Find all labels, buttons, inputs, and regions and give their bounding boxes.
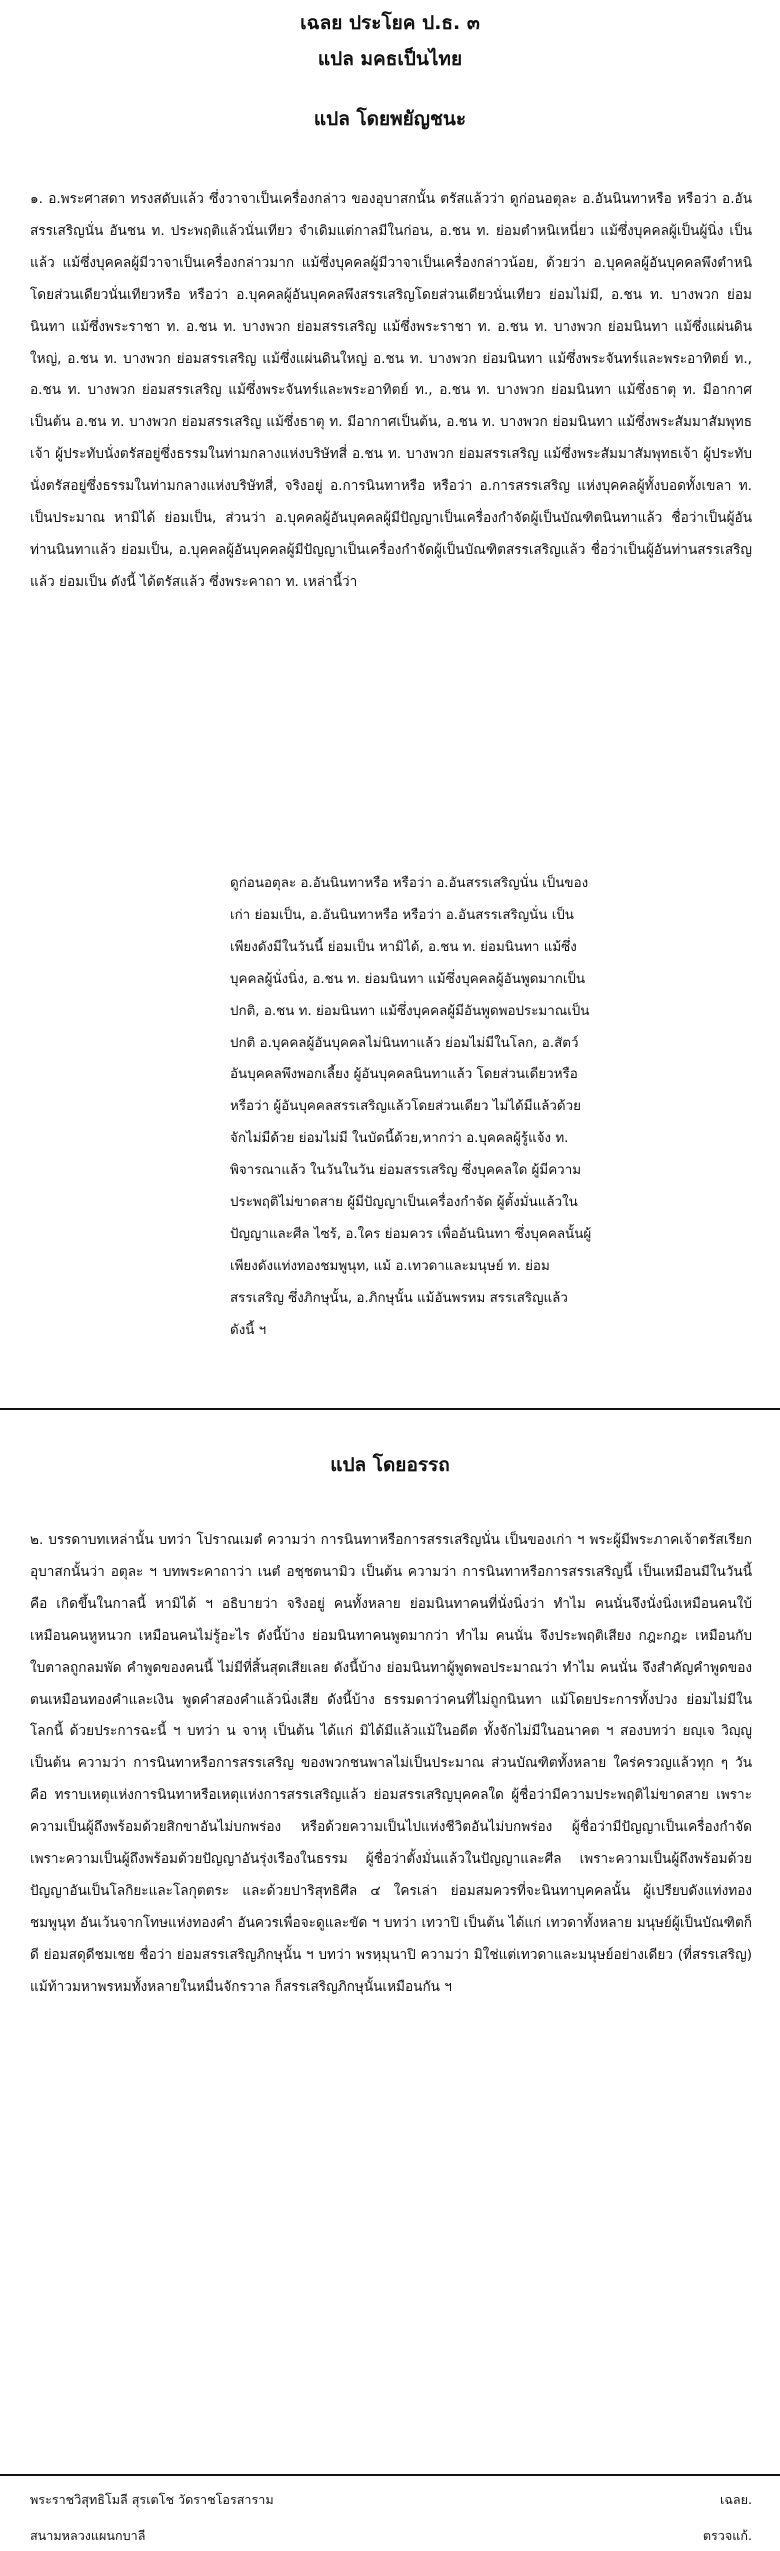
footer-office: สนามหลวงแผนกบาลี (30, 2528, 146, 2543)
footer-answer-label: เฉลย. (720, 2492, 752, 2507)
verse-translation: ดูก่อนอตุละ อ.อันนินทาหรือ หรือว่า อ.อันสรรเสริญนั่น เป็นของเก่า ย่อมเป็น, อ.อันนินทาหรือ หรือว่า อ.อันสรรเสริญนั่น เป็นเพียงดังมีในวันนี้ ย่อมเป็น หามิได้, อ.ชน ท. ย่อมนินทา แม้ซึ่งบุคคลผู้นั่งนิ่ง, อ.ชน ท. ย่อมนินทา แม้ซึ่งบุคคลผู้อันพูดมากเป็นปกติ, อ.ชน ท. ย่อมนินทา แม้ซึ่งบุคคลผู้มีอันพูดพอประมาณเป็นปกติ อ.บุคคลผู้อันบุคคลไม่นินทาแล้ว ย่อมไม่มีในโลก, อ.สัตว์อันบุคคลพึงพอกเลี้ยง ผู้อันบุคคลนินทาแล้ว โดยส่วนเดียวหรือ หรือว่า ผู้อันบุคคลสรรเสริญแล้วโดยส่วนเดียว ไม่ได้มีแล้วด้วย จักไม่มีด้วย ย่อมไม่มี ในบัดนี้ด้วย,หากว่า อ.บุคคลผู้รู้แจ้ง ท. พิจารณาแล้ว ในวันในวัน ย่อมสรรเสริญ ซึ่งบุคคลใด ผู้มีความประพฤติไม่ขาดสาย ผู้มีปัญญาเป็นเครื่องกำจัด ผู้ตั้งมั่นแล้วในปัญญาและศีล ไซร้, อ.ใคร ย่อมควร เพื่ออันนินทา ซึ่งบุคคลนั้นผู้เพียงดังแท่งทองชมพูนุท, แม้ อ.เทวดาและมนุษย์ ท. ย่อมสรรเสริญ ซึ่งภิกษุนั้น, อ.ภิกษุนั้น แม้อันพรหม สรรเสริญแล้ว ดังนี้ ฯ (230, 876, 592, 1338)
document-title: เฉลย ประโยค ป.ธ. ๓ (300, 12, 480, 34)
section-divider (0, 1408, 780, 1410)
section-heading-literal: แปล โดยพยัญชนะ (313, 108, 467, 130)
footer-author: พระราชวิสุทธิโมลี สุรเตโช วัดราชโอรสาราม (30, 2492, 274, 2507)
meaning-translation-paragraph: ๒. บรรดาบทเหล่านั้น บทว่า โปราณเมตํ ความว่า การนินทาหรือการสรรเสริญนั่น เป็นของเก่า ฯ พระผู้มีพระภาคเจ้าตรัสเรียกอุบาสกนั้นว่า อตุละ ฯ บทพระคาถาว่า เนตํ อชฺชตนามิว เป็นต้น ความว่า การนินทาหรือการสรรเสริญนี้ เป็นเหมือนมีในวันนี้ คือ เกิดขึ้นในกาลนี้ หามิได้ ฯ อธิบายว่า จริงอยู่ คนทั้งหลาย ย่อมนินทาคนที่นั่งนิ่งว่า ทำไม คนนั่นจึงนั่งนิ่งเหมือนคนใบ้ เหมือนคนหูหนวก เหมือนคนไม่รู้อะไร ดังนี้บ้าง ย่อมนินทาคนพูดมากว่า ทำไม คนนั่น จึงประพฤติเสียง กฎะกฎะ เหมือนกับใบตาลถูกลมพัด คำพูดของคนนี้ ไม่มีที่สิ้นสุดเสียเลย ดังนี้บ้าง ย่อมนินทาผู้พูดพอประมาณว่า ทำไม คนนั่น จึงสำคัญคำพูดของตนเหมือนทองคำและเงิน พูดคำสองคำแล้วนิ่งเสีย ดังนี้บ้าง ธรรมดาว่าคนที่ไม่ถูกนินทา แม้โดยประการทั้งปวง ย่อมไม่มีในโลกนี้ ด้วยประการฉะนี้ ฯ บทว่า น จาหุ เป็นต้น ได้แก่ มิได้มีแล้วแม้ในอดีต ทั้งจักไม่มีในอนาคต ฯ สองบทว่า ยญฺเจ วิญฺญู เป็นต้น ความว่า การนินทาหรือการสรรเสริญ ของพวกชนพาลไม่เป็นประมาณ ส่วนบัณฑิตทั้งหลาย ใคร่ครวญแล้วทุก ๆ วัน คือ ทราบเหตุแห่งการนินทาหรือเหตุแห่งการสรรเสริญแล้ว ย่อมสรรเสริญบุคคลใด ผู้ชื่อว่ามีความประพฤติไม่ขาดสาย เพราะความเป็นผู้ถึงพร้อมด้วยสิกขาอันไม่บกพร่อง หรือด้วยความเป็นไปแห่งชีวิตอันไม่บกพร่อง ผู้ชื่อว่ามีปัญญาเป็นเครื่องกำจัด เพราะความเป็นผู้ถึงพร้อมด้วยปัญญาอันรุ่งเรืองในธรรม ผู้ชื่อว่าตั้งมั่นแล้วในปัญญาและศีล เพราะความเป็นผู้ถึงพร้อมด้วยปัญญาอันเป็นโลกิยะและโลกุตตระ และด้วยปาริสุทธิศีล ๔ ใครเล่า ย่อมสมควรที่จะนินทาบุคคลนั้น ผู้เปรียบดังแท่งทองชมพูนุท อันเว้นจากโทษแห่งทองคำ อันควรเพื่อจะดูและขัด ฯ บทว่า เทวาปิ เป็นต้น ได้แก่ เทวดาทั้งหลาย มนุษย์ผู้เป็นบัณฑิตก็ดี ย่อมสดุดีชมเชย ชื่อว่า ย่อมสรรเสริญภิกษุนั้น ฯ บทว่า พรหฺมุนาปิ ความว่า มิใช่แต่เทวดาและมนุษย์อย่างเดียว (ที่สรรเสริญ) แม้ท้าวมหาพรหมทั้งหลายในหมื่นจักรวาล ก็สรรเสริญภิกษุนั้นเหมือนกัน ฯ (30, 1532, 752, 1995)
literal-translation-paragraph: ๑. อ.พระศาสดา ทรงสดับแล้ว ซึ่งวาจาเป็นเครื่องกล่าว ของอุบาสกนั้น ตรัสแล้วว่า ดูก่อนอตุละ อ.อันนินทาหรือ หรือว่า อ.อันสรรเสริญนั่น อันชน ท. ประพฤติแล้วนั่นเทียว จำเดิมแต่กาลมีในก่อน, อ.ชน ท. ย่อมตำหนิเหนี่ยว แม้ซึ่งบุคคลผู้เป็นผู้นิ่ง เป็นแล้ว แม้ซึ่งบุคคลผู้มีวาจาเป็นเครื่องกล่าวมาก แม้ซึ่งบุคคลผู้มีวาจาเป็นเครื่องกล่าวน้อย, ด้วยว่า อ.บุคคลผู้อันบุคคลพึงตำหนิโดยส่วนเดียวนั่นเทียวหรือ หรือว่า อ.บุคคลผู้อันบุคคลพึงสรรเสริญโดยส่วนเดียวนั่นเทียว ย่อมไม่มี, อ.ชน ท. บางพวก ย่อมนินทา แม้ซึ่งพระราชา ท. อ.ชน ท. บางพวก ย่อมสรรเสริญ แม้ซึ่งพระราชา ท. อ.ชน ท. บางพวก ย่อมนินทา แม้ซึ่งแผ่นดินใหญ่, อ.ชน ท. บางพวก ย่อมสรรเสริญ แม้ซึ่งแผ่นดินใหญ่ อ.ชน ท. บางพวก ย่อมนินทา แม้ซึ่งพระจันทร์และพระอาทิตย์ ท., อ.ชน ท. บางพวก ย่อมสรรเสริญ แม้ซึ่งพระจันทร์และพระอาทิตย์ ท., อ.ชน ท. บางพวก ย่อมนินทา แม้ซึ่งธาตุ ท. มีอากาศเป็นต้น อ.ชน ท. บางพวก ย่อมสรรเสริญ แม้ซึ่งธาตุ ท. มีอากาศเป็นต้น, อ.ชน ท. บางพวก ย่อมนินทา แม้ซึ่งพระสัมมาสัมพุทธเจ้า ผู้ประทับนั่งตรัสอยู่ซึ่งธรรมในท่ามกลางแห่งบริษัทสี่ อ.ชน ท. บางพวก ย่อมสรรเสริญ แม้ซึ่งพระสัมมาสัมพุทธเจ้า ผู้ประทับนั่งตรัสอยู่ซึ่งธรรมในท่ามกลางแห่งบริษัทสี่, จริงอยู่ อ.การนินทาหรือ หรือว่า อ.การสรรเสริญ แห่งบุคคลผู้ทั้งบอดทั้งเขลา ท. เป็นประมาณ หามิได้ ย่อมเป็น, ส่วนว่า อ.บุคคลผู้อันบุคคลผู้มีปัญญาเป็นเครื่องกำจัดผู้เป็นบัณฑิตนินทาแล้ว ชื่อว่าเป็นผู้อันท่านนินทาแล้ว ย่อมเป็น, อ.บุคคลผู้อันบุคคลผู้มีปัญญาเป็นเครื่องกำจัดผู้เป็นบัณฑิตสรรเสริญแล้ว ชื่อว่าเป็นผู้อันท่านสรรเสริญแล้ว ย่อมเป็น ดังนี้ ได้ตรัสแล้ว ซึ่งพระคาถา ท. เหล่านี้ว่า (30, 191, 752, 590)
footer-reviewed-label: ตรวจแก้. (702, 2528, 752, 2543)
section-heading-meaning: แปล โดยอรรถ (330, 1454, 450, 1476)
footer-divider (0, 2474, 780, 2476)
document-subtitle: แปล มคธเป็นไทย (317, 48, 463, 70)
